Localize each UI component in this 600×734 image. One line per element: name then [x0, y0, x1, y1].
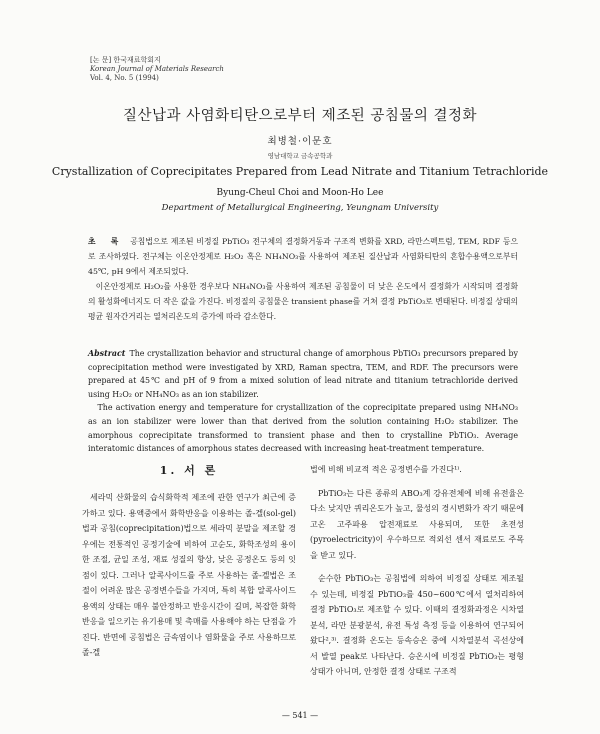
- abstract-korean-p1: [88, 234, 518, 279]
- abstract-korean-label: 초 록: [88, 237, 125, 246]
- abstract-english-p2: The activation energy and temperature for crystallization of the coprecipitate prepared using NH₄NO₃ as an ion stabilizer were lower than that derived from the solution containing H₂O₂ stabilizer. The amorphous coprecipitate transformed to transient phase and then to crystalline PbTiO₃. Average interatomic distances of amorphous states decreased with increasing heat-treatment temperature.: [88, 403, 518, 454]
- right-paragraph-3: 순수한 PbTiO₃는 공침법에 의하여 비정질 상태로 제조될 수 있는데, 비정질 PbTiO₃를 450~600℃에서 열처리하여 결정 PbTiO₃로 제조할 수 있다. 이때의 결정화과정은 시차열분석, 라만 분광분석, 유전 특성 측정 등을 이용하여 연구되어 왔다²,³⁾. 결정화 온도는 등속승온 중에 시차열분석 곡선상에서 발열 peak로 나타난다. 승온시에 비정질 PbTiO₃는 평형상태가 아니며, 안정한 결정 상태로 구조적: [310, 574, 524, 676]
- right-paragraph-1: 법에 비해 비교적 적은 공정변수를 가진다¹⁾.: [310, 465, 462, 474]
- abstract-korean-text1: 공침법으로 제조된 비정질 PbTiO₃ 전구체의 결정화거동과 구조적 변화를 XRD, 라만스펙트럼, TEM, RDF 등으로 조사하였다. 전구체는 이온안정제로 H₂O₂ 혹은 NH₄NO₃를 사용하여 제조된 질산납과 사염화티탄의 혼합수용액으로부터 45℃, pH 9에서 제조되었다.: [88, 237, 518, 276]
- abstract-english: [88, 347, 518, 456]
- journal-name-en: Korean Journal of Materials Research: [90, 65, 224, 73]
- introduction-paragraph-1: 세라믹 산화물의 습식화학적 제조에 관한 연구가 최근에 증가하고 있다. 용액중에서 화학반응을 이용하는 졸-겔(sol-gel)법과 공침(coprecipitation)법으로 세라믹 분말을 제조할 경우에는 전통적인 공정기술에 비하여 고순도, 화학조성의 용이한 조절, 균일 조성, 재료 성질의 향상, 낮은 공정온도 등의 잇점이 있다. 그러나 알콕사이드를 주로 사용하는 졸-겔법은 조절이 어려운 많은 공정변수들을 가지며, 특히 복합 알콕사이드 용액의 상태는 매우 불안정하고 반응시간이 길며, 복잡한 화학반응을 일으키는 유기용매 및 촉매를 사용해야 하는 단점을 가진다. 반면에 공침법은 금속염이나 염화물을 주로 사용하므로 졸-겔: [82, 493, 296, 657]
- title-korean: 질산납과 사염화티탄으로부터 제조된 공침물의 결정화: [122, 108, 478, 124]
- affiliation-korean: 영남대학교 금속공학과: [267, 152, 333, 160]
- page-number: — 541 —: [281, 711, 319, 720]
- right-paragraph-2: PbTiO₃는 다른 종류의 ABO₃계 강유전체에 비해 유전율은 다소 낮지만 퀴리온도가 높고, 물성의 경시변화가 작기 때문에 고온 고주파용 압전재료로 사용되며, 또한 초전성(pyroelectricity)이 우수하므로 적외선 센서 재료로도 주목을 받고 있다.: [310, 488, 524, 560]
- left-column: [82, 460, 296, 661]
- affiliation-english: Department of Metallurgical Engineering, Yeungnam University: [161, 203, 439, 213]
- title-english: Crystallization of Coprecipitates Prepared from Lead Nitrate and Titanium Tetrachloride: [51, 165, 549, 178]
- abstract-english-text1: The crystallization behavior and structural change of amorphous PbTiO₃ precursors prepared by coprecipitation method were investigated by XRD, Raman spectra, TEM, and RDF. The precursors were prepared at 45℃ and pH of 9 from a mixed solution of lead nitrate and titanium tetrachloride derived using H₂O₂ or NH₄NO₃ as an ion stabilizer.: [88, 349, 518, 399]
- authors-english: Byung-Cheul Choi and Moon-Ho Lee: [216, 188, 384, 198]
- abstract-korean-p2: 이온안정제로 H₂O₂를 사용한 경우보다 NH₄NO₃를 사용하여 제조된 공침물이 더 낮은 온도에서 결정화가 시작되며 결정화의 활성화에너지도 더 작은 값을 가진다. 비정질의 공침물은 transient phase를 거쳐 결정 PbTiO₃로 변태된다. 비정질 상태의 평균 원자간거리는 열처리온도의 증가에 따라 감소한다.: [88, 282, 518, 321]
- abstract-korean: [88, 234, 518, 324]
- authors-korean: 최병철·이문호: [267, 136, 333, 147]
- journal-name-ko: [논 문] 한국재료학회지: [90, 56, 161, 64]
- journal-header: [90, 56, 224, 83]
- abstract-english-p1: [88, 347, 518, 401]
- section-heading-introduction: 1. 서 론: [159, 464, 219, 477]
- journal-volume: Vol. 4, No. 5 (1994): [90, 74, 159, 82]
- right-column: [310, 462, 524, 680]
- abstract-english-label: Abstract: [88, 349, 126, 358]
